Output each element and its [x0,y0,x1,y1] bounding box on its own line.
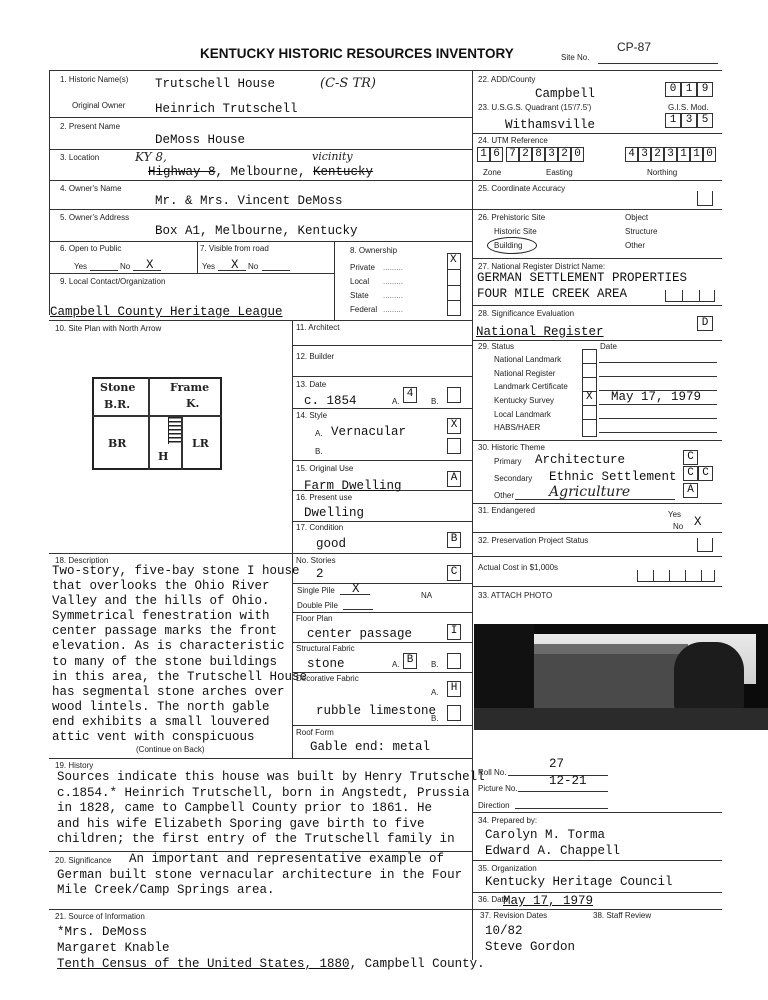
row-line [292,642,472,643]
stair-icon [168,417,182,444]
preservation-status-box[interactable] [697,538,713,552]
description-line: center passage marks the front [52,624,278,639]
left-border [49,70,50,315]
original-use-label: 15. Original Use [296,464,354,473]
utm-northing-box[interactable]: 2 [651,147,664,162]
visible-road-yes: Yes [202,262,216,271]
source-census-tail: , Campbell County. [349,957,485,971]
date-a-box[interactable]: 4 [403,387,417,403]
prep-date-label: 36. Date [478,895,509,904]
location-struck-highway: Highway 8 [148,165,216,179]
coordinate-accuracy-label: 25. Coordinate Accuracy [478,184,566,193]
single-pile-mark: X [352,582,360,596]
visible-road-label: 7. Visible from road [200,244,269,253]
history-line: and his wife Elizabeth Sporing gave birth to five [57,816,425,831]
add-county-value: Campbell [535,87,596,101]
local-contact-label: 9. Local Contact/Organization [60,277,166,286]
ownership-private: Private [350,263,375,272]
row-line [292,345,472,346]
source-line: *Mrs. DeMoss [57,925,148,939]
theme-other-label: Other [494,491,515,500]
owner-address-label: 5. Owner's Address [60,213,130,222]
date-line [599,432,717,433]
stories-label: No. Stories [296,556,336,565]
theme-code-box[interactable]: C [698,466,713,481]
ownership-local: Local [350,277,370,286]
theme-code-box[interactable]: C [683,466,698,481]
row-line [472,305,722,306]
actual-cost-box[interactable] [637,570,715,582]
row-line [472,812,722,813]
date-a-label: A. [392,397,400,406]
prepared-by-line: Carolyn M. Torma [485,828,606,842]
description-text [52,564,307,745]
utm-northing-box[interactable]: 3 [664,147,677,162]
source-label: 21. Source of Information [55,912,145,921]
owner-address-value: Box A1, Melbourne, Kentucky [155,224,358,238]
theme-secondary-value: Ethnic Settlement [549,470,677,484]
district-code-box[interactable] [665,290,715,302]
row-line [49,909,722,910]
utm-northing-box[interactable]: 1 [677,147,690,162]
dot-leader: ......... [383,291,404,300]
site-plan-lr: LR [192,437,209,450]
county-code-box[interactable]: 9 [697,82,713,97]
blank-line [262,270,290,271]
history-text [57,770,485,848]
architect-label: 11. Architect [296,323,340,332]
history-label: 19. History [55,761,94,770]
decorative-fabric-value: rubble limestone [316,704,437,718]
box-divider [582,377,597,378]
roll-no-value: 27 [549,757,565,771]
significance-line: German built stone vernacular architecture in the Four [57,868,463,882]
present-use-value: Dwelling [304,506,365,520]
continue-on-back: (Continue on Back) [136,745,205,754]
row-line [472,556,722,557]
description-line: in this area, the Trutschell House [52,669,308,684]
structural-a-label: A. [392,660,400,669]
utm-northing-box[interactable]: 1 [690,147,703,162]
utm-northing-box[interactable]: 4 [625,147,638,162]
utm-zone-box[interactable]: 1 [477,147,490,162]
description-line: attic vent with conspicuous [52,730,255,745]
row-line [472,258,722,259]
stories-box[interactable]: C [447,565,461,581]
structural-fabric-label: Structural Fabric [296,644,355,653]
endangered-yes: Yes [668,510,682,519]
picture-no-label: Picture No. [478,784,518,793]
structural-fabric-value: stone [307,657,345,671]
usgs-quadrant-value: Withamsville [505,118,596,132]
theme-code-box[interactable]: C [683,450,698,465]
original-owner-value: Heinrich Trutschell [155,102,298,116]
row-line [472,860,722,861]
roof-form-value: Gable end: metal [310,740,431,754]
row-line [49,180,472,181]
row-line [49,209,472,210]
original-use-value: Farm Dwelling [304,479,402,493]
utm-easting-box[interactable]: 8 [532,147,545,162]
utm-easting-label: Easting [546,168,573,177]
description-line: elevation. As is characteristic [52,639,285,654]
add-county-label: 22. ADD/County [478,75,536,84]
history-line: Sources indicate this house was built by Henry Trutschell [57,770,485,784]
row-line [292,672,472,673]
district-line-1: GERMAN SETTLEMENT PROPERTIES [477,271,688,285]
significance-label: 20. Significance [55,856,112,865]
date-value: c. 1854 [304,394,357,408]
site-plan-br1: B.R. [104,398,131,411]
present-name-label: 2. Present Name [60,122,121,131]
site-plan-divider-h [92,415,222,417]
source-line: Margaret Knable [57,941,170,955]
description-line: Two-story, five-bay stone I house [52,564,300,578]
significance-first: An important and representative example of [129,852,445,866]
date-b-box[interactable] [447,387,461,403]
utm-easting-box[interactable]: 0 [571,147,584,162]
row-line [292,460,472,461]
visible-road-no: No [248,262,259,271]
description-line: Symmetrical fenestration with [52,609,270,624]
prepared-by-label: 34. Prepared by: [478,816,538,825]
blank-line [515,808,608,809]
coordinate-accuracy-box[interactable] [697,191,713,206]
row-line [472,180,722,181]
organization-value: Kentucky Heritage Council [485,875,673,889]
utm-easting-box[interactable]: 7 [506,147,519,162]
staff-review-value: Steve Gordon [485,940,576,954]
utm-northing-label: Northing [647,168,678,177]
row-line [49,553,472,554]
history-line: children; the first entry of the Trutschell family in [57,832,455,846]
historic-name-label: 1. Historic Name(s) [60,75,129,84]
decorative-fabric-label: Decorative Fabric [296,674,359,683]
status-item: Local Landmark [494,410,551,419]
prep-date-value: May 17, 1979 [503,894,594,908]
structural-b-box[interactable] [447,653,461,669]
direction-label: Direction [478,801,510,810]
theme-code-box[interactable]: A [683,483,698,498]
present-use-label: 16. Present use [296,493,353,502]
location-annot-ky: KY 8, [135,150,167,164]
description-label: 18. Description [55,556,109,565]
revision-dates-label: 37. Revision Dates [480,911,548,920]
row-line [472,209,722,210]
original-owner-label: Original Owner [72,101,126,110]
owner-name-label: 4. Owner's Name [60,184,122,193]
owner-name-value: Mr. & Mrs. Vincent DeMoss [155,194,343,208]
historic-name-annotation: (C-S TR) [320,76,376,91]
site-plan-divider-v [181,417,183,470]
significance-text [57,868,462,898]
photo-tree [674,642,744,712]
theme-other-value: Agriculture [549,484,631,500]
structural-a-box[interactable]: B [403,653,417,669]
single-pile-label: Single Pile [297,586,335,595]
revision-dates-value: 10/82 [485,924,523,938]
stories-value: 2 [316,567,324,581]
site-no-value: CP-87 [617,40,652,54]
dot-leader: ......... [383,277,404,286]
row-line [292,521,472,522]
site-no-label: Site No. [561,53,590,62]
row-line [49,149,472,150]
prepared-by-line: Edward A. Chappell [485,844,621,858]
theme-secondary-label: Secondary [494,474,533,483]
description-line: has segmental stone arches over [52,684,285,699]
location-value [148,165,373,179]
floor-plan-value: center passage [307,627,413,641]
source-text [57,924,485,972]
historic-name-value: Trutschell House [155,77,276,91]
row-line [292,376,472,377]
structural-b-label: B. [431,660,439,669]
form-title: KENTUCKY HISTORIC RESOURCES INVENTORY [200,46,514,61]
gis-code-box[interactable]: 1 [665,113,681,128]
district-line-2: FOUR MILE CREEK AREA [477,287,628,301]
style-label: 14. Style [296,411,328,420]
original-use-box[interactable]: A [447,471,461,487]
date-b-label: B. [431,397,439,406]
date-line [599,418,717,419]
builder-label: 12. Builder [296,352,335,361]
local-contact-value: Campbell County Heritage League [50,305,283,319]
description-line: to many of the stone buildings [52,654,278,669]
attached-photo [474,624,768,730]
district-name-label: 27. National Register District Name: [478,262,606,271]
endangered-label: 31. Endangered [478,506,535,515]
gis-code-box[interactable]: 5 [697,113,713,128]
box-divider [582,405,597,406]
blank-line [518,791,608,792]
utm-easting-box[interactable]: 3 [545,147,558,162]
usgs-quadrant-label: 23. U.S.G.S. Quadrant (15'/7.5') [478,103,592,112]
row-line [292,725,472,726]
source-census: Tenth Census of the United States, 1880 [57,957,350,971]
utm-zone-box[interactable]: 6 [490,147,503,162]
status-item: National Landmark [494,355,562,364]
utm-label: 24. UTM Reference [478,136,548,145]
gis-mod-label: G.I.S. Mod. [668,103,709,112]
row-line [472,586,722,587]
history-line: in 1828, came to Campbell County prior to 1861. He [57,801,433,815]
endangered-mark: X [694,515,702,529]
location-struck-state: Kentucky [313,165,374,179]
status-date-label: Date [600,342,617,351]
utm-easting-box[interactable]: 2 [558,147,571,162]
description-line: that overlooks the Ohio River [52,579,270,594]
open-public-no: No [120,262,131,271]
staff-review-label: 38. Staff Review [593,911,652,920]
status-item: Kentucky Survey [494,396,555,405]
description-line: Valley and the hills of Ohio. [52,594,270,609]
date-label: 13. Date [296,380,327,389]
row-line [472,133,722,134]
gis-code-box[interactable]: 3 [681,113,697,128]
theme-primary-value: Architecture [535,453,626,467]
significance-eval-value: National Register [476,325,604,339]
significance-eval-box[interactable]: D [697,316,713,331]
dot-leader: ......... [383,305,404,314]
row-line [472,440,722,441]
style-a-box[interactable]: X [447,418,461,434]
row-line [49,758,472,759]
survey-mark: X [586,391,593,403]
utm-northing-box[interactable]: 3 [638,147,651,162]
date-line [599,362,717,363]
row-line [292,408,472,409]
style-b-label: B. [315,447,323,456]
site-plan-label: 10. Site Plan with North Arrow [55,324,162,333]
decorative-b-label: B. [431,714,439,723]
attach-photo-label: 33. ATTACH PHOTO [478,591,553,600]
row-line [292,583,472,584]
visible-road-mark: X [231,258,239,272]
preservation-status-label: 32. Preservation Project Status [478,536,589,545]
style-a-label: A. [315,429,323,438]
condition-label: 17. Condition [296,523,344,532]
open-public-label: 6. Open to Public [60,244,122,253]
structure-label: Structure [625,227,658,236]
col-line [197,241,198,273]
condition-value: good [316,537,347,551]
theme-primary-label: Primary [494,457,522,466]
col-line [334,241,335,320]
site-plan-stone: Stone [100,381,136,394]
roof-form-label: Roof Form [296,728,334,737]
organization-label: 35. Organization [478,864,537,873]
double-pile-label: Double Pile [297,601,338,610]
description-line: end exhibits a small louvered [52,714,270,729]
row-line [49,117,472,118]
box-divider [582,419,597,420]
actual-cost-label: Actual Cost in $1,000s [478,563,559,572]
source-line [57,956,485,972]
ownership-mark: X [450,254,457,266]
box-divider [447,285,461,286]
row-line [472,892,722,893]
site-plan-frame: Frame [170,381,210,394]
location-annot-vicinity: vicinity [312,150,353,163]
site-no-line [598,63,718,64]
ownership-label: 8. Ownership [350,246,398,255]
prehistoric-site-label: 26. Prehistoric Site [478,213,546,222]
site-plan-h: H [158,450,169,463]
condition-box[interactable]: B [447,532,461,548]
roll-no-label: Roll No. [478,768,507,777]
decorative-a-label: A. [431,688,439,697]
style-b-box[interactable] [447,438,461,454]
present-name-value: DeMoss House [155,133,246,147]
survey-date: May 17, 1979 [611,390,702,404]
location-city: , Melbourne, [215,165,314,179]
top-border [49,70,722,71]
description-line: wood lintels. The north gable [52,699,270,714]
other-label: Other [625,241,646,250]
historic-site-label: Historic Site [494,227,537,236]
site-plan-k: K. [186,397,200,410]
site-plan-divider-v [148,377,150,470]
blank-line [343,609,373,610]
endangered-no: No [673,522,684,531]
floor-plan-box[interactable]: I [447,624,461,640]
row-line [49,273,334,274]
utm-easting-box[interactable]: 2 [519,147,532,162]
row-line [472,503,722,504]
date-line [599,376,717,377]
dot-leader: ......... [383,263,404,272]
site-plan-br2: BR [108,437,127,450]
row-line [49,320,472,321]
blank-line [90,270,118,271]
row-line [472,532,722,533]
significance-eval-label: 28. Significance Evaluation [478,309,575,318]
location-label: 3. Location [60,153,100,162]
pile-na: NA [421,591,433,600]
status-item: HABS/HAER [494,423,541,432]
utm-zone-label: Zone [483,168,502,177]
date-line [599,404,717,405]
building-label: Building [494,241,523,250]
decorative-a-box[interactable]: H [447,681,461,697]
ownership-federal: Federal [350,305,378,314]
significance-line: Mile Creek/Camp Springs area. [57,883,275,897]
historic-theme-label: 30. Historic Theme [478,443,545,452]
building-circle [487,237,537,254]
utm-northing-box[interactable]: 0 [703,147,716,162]
picture-no-value: 12-21 [549,774,587,788]
history-line: c.1854.* Heinrich Trutschell, born in Angstedt, Prussia [57,785,470,800]
floor-plan-label: Floor Plan [296,614,333,623]
box-divider [582,363,597,364]
row-line [292,612,472,613]
box-divider [447,269,461,270]
photo-ground [474,708,768,730]
open-public-mark: X [146,258,154,272]
ownership-state: State [350,291,369,300]
county-code-box[interactable]: 1 [681,82,697,97]
status-item: Landmark Certificate [494,382,568,391]
object-label: Object [625,213,649,222]
county-code-box[interactable]: 0 [665,82,681,97]
row-line [472,340,722,341]
status-item: National Register [494,369,556,378]
photo-house [524,652,694,708]
row-line [49,241,472,242]
style-value: Vernacular [331,425,407,439]
box-divider [447,300,461,301]
open-public-yes: Yes [74,262,88,271]
photo-roof [528,644,688,654]
decorative-b-box[interactable] [447,705,461,721]
status-label: 29. Status [478,342,515,351]
